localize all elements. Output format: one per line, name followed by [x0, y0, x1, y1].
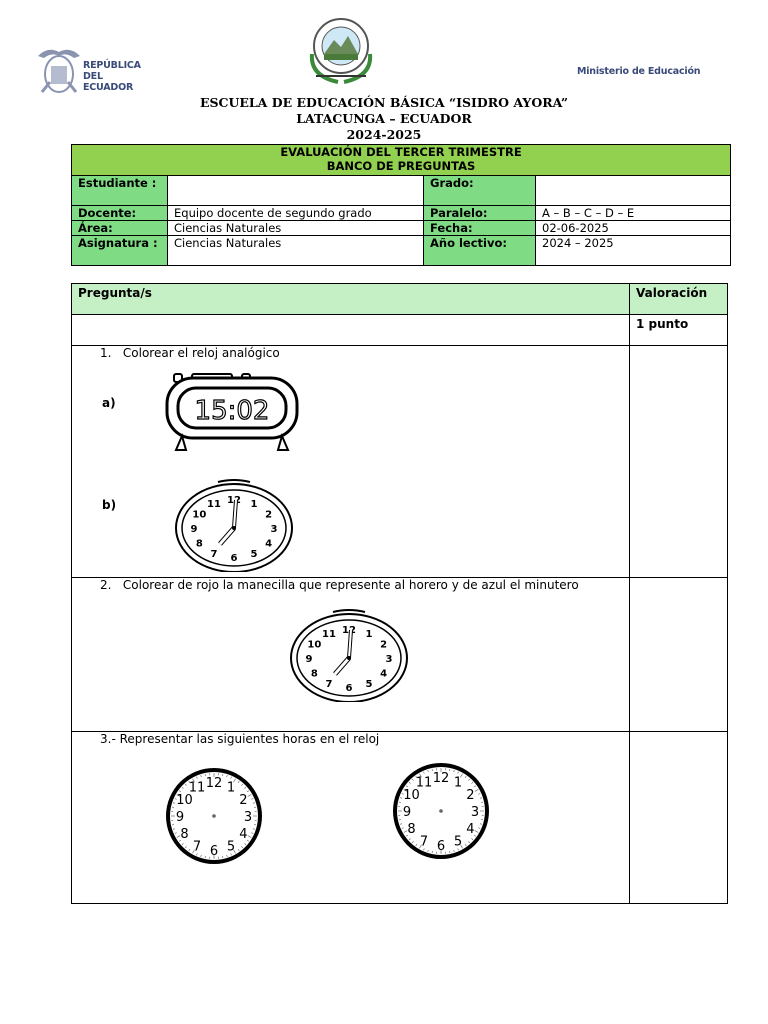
question-2-text — [78, 578, 623, 592]
analog-clock-q2-face — [291, 610, 407, 702]
score-value: 1 punto — [630, 315, 728, 346]
clock-number: 5 — [365, 679, 373, 691]
clock-number: 2 — [239, 793, 248, 808]
docente-value: Equipo docente de segundo grado — [168, 206, 424, 221]
evaluation-title-line2: BANCO DE PREGUNTAS — [326, 159, 476, 173]
clock-number: 10 — [176, 793, 193, 808]
fecha-label: Fecha: — [424, 221, 536, 236]
clock-number: 5 — [226, 839, 236, 855]
clock-number: 7 — [419, 834, 429, 850]
clock-number: 8 — [180, 827, 189, 842]
info-table — [71, 144, 731, 266]
question-2-label: Colorear de rojo la manecilla que represente al horero y de azul el minutero — [122, 578, 579, 592]
clock-number: 12 — [342, 625, 356, 636]
question-3-number: 3.- — [100, 732, 116, 746]
clock-number: 1 — [365, 628, 373, 640]
republic-line2: DEL ECUADOR — [83, 71, 134, 93]
clock-number: 12 — [205, 776, 223, 791]
republic-line1: REPÚBLICA — [83, 60, 141, 71]
paralelo-label: Paralelo: — [424, 206, 536, 221]
clock-number: 9 — [402, 805, 412, 820]
question-1-score-cell — [630, 346, 728, 578]
clock-number: 10 — [307, 639, 322, 651]
blank-cell — [72, 315, 630, 346]
question-3-text — [78, 732, 623, 746]
evaluation-title — [72, 145, 731, 176]
clock-number: 11 — [207, 498, 221, 510]
clock-number: 6 — [209, 844, 219, 859]
question-1-text — [78, 346, 623, 360]
clock-number: 1 — [250, 498, 258, 510]
republica-ecuador-logo — [36, 42, 156, 100]
evaluation-title-line1: EVALUACIÓN DEL TERCER TRIMESTRE — [280, 145, 522, 159]
clock-number: 12 — [432, 771, 450, 786]
school-city: LATACUNGA – ECUADOR — [296, 111, 472, 126]
clock-number: 7 — [325, 679, 333, 691]
clock-number: 7 — [192, 839, 202, 855]
blank-clock-1-icon[interactable] — [164, 762, 264, 870]
question-1-label: Colorear el reloj analógico — [122, 346, 280, 360]
estudiante-field[interactable] — [168, 176, 424, 206]
clock-number: 1 — [226, 780, 236, 796]
col-question-header: Pregunta/s — [72, 284, 630, 315]
asignatura-value: Ciencias Naturales — [168, 236, 424, 266]
clock-number: 9 — [305, 654, 313, 665]
clock-number: 4 — [466, 822, 475, 837]
anio-label: Año lectivo: — [424, 236, 536, 266]
blank-clock-1-face — [166, 768, 262, 864]
ministerio-logo-text: Ministerio de Educación — [577, 66, 701, 77]
analog-clock-q2-icon[interactable] — [287, 606, 412, 702]
option-a-label: a) — [102, 396, 116, 410]
docente-label: Docente: — [72, 206, 168, 221]
coat-of-arms-icon — [36, 42, 82, 100]
blank-clock-2-face — [393, 763, 489, 859]
questions-table — [71, 283, 728, 904]
school-name: ESCUELA DE EDUCACIÓN BÁSICA “ISIDRO AYORA” — [199, 95, 569, 110]
question-3 — [72, 732, 630, 904]
fecha-value: 02-06-2025 — [536, 221, 731, 236]
clock-number: 6 — [436, 839, 446, 854]
blank-clock-2-icon[interactable] — [391, 757, 491, 865]
clock-number: 8 — [407, 822, 416, 837]
question-3-label: Representar las siguientes horas en el reloj — [119, 732, 380, 746]
grado-field[interactable] — [536, 176, 731, 206]
clock-number: 11 — [188, 780, 206, 796]
clock-number: 8 — [195, 538, 203, 550]
clock-number: 4 — [239, 827, 248, 842]
clock-number: 2 — [380, 639, 388, 651]
estudiante-label: Estudiante : — [72, 176, 168, 206]
clock-number: 2 — [265, 509, 273, 521]
clock-number: 1 — [453, 775, 463, 791]
question-2 — [72, 578, 630, 732]
area-label: Área: — [72, 221, 168, 236]
area-value: Ciencias Naturales — [168, 221, 424, 236]
question-1-number: 1. — [100, 346, 112, 360]
clock-number: 3 — [270, 524, 278, 535]
school-year: 2024-2025 — [346, 127, 422, 142]
anio-value: 2024 – 2025 — [536, 236, 731, 266]
school-header — [0, 95, 768, 143]
clock-number: 3 — [243, 810, 253, 825]
clock-number: 5 — [250, 549, 258, 561]
clock-number: 7 — [210, 549, 218, 561]
paralelo-value: A – B – C – D – E — [536, 206, 731, 221]
clock-number: 9 — [175, 810, 185, 825]
clock-number: 3 — [470, 805, 480, 820]
digital-clock-icon[interactable] — [162, 368, 302, 458]
clock-number: 8 — [310, 668, 318, 680]
analog-clock-b-face — [176, 480, 292, 572]
clock-number: 5 — [453, 834, 463, 850]
clock-number: 4 — [380, 668, 388, 680]
analog-clock-b-icon[interactable] — [172, 476, 297, 572]
clock-number: 12 — [227, 495, 241, 506]
clock-number: 10 — [192, 509, 207, 521]
clock-number: 3 — [385, 654, 393, 665]
question-2-number: 2. — [100, 578, 112, 592]
asignatura-label: Asignatura : — [72, 236, 168, 266]
question-1 — [72, 346, 630, 578]
clock-number: 4 — [265, 538, 273, 550]
option-b-label: b) — [102, 498, 117, 512]
clock-number: 6 — [230, 553, 238, 564]
question-2-score-cell — [630, 578, 728, 732]
school-seal — [302, 14, 380, 86]
clock-number: 2 — [466, 788, 475, 803]
digital-clock-time: 15:02 — [194, 396, 270, 426]
clock-number: 10 — [403, 788, 420, 803]
clock-number: 6 — [345, 683, 353, 694]
clock-number: 11 — [415, 775, 433, 791]
grado-label: Grado: — [424, 176, 536, 206]
col-score-header: Valoración — [630, 284, 728, 315]
question-3-score-cell — [630, 732, 728, 904]
clock-number: 9 — [190, 524, 198, 535]
clock-number: 11 — [322, 628, 336, 640]
